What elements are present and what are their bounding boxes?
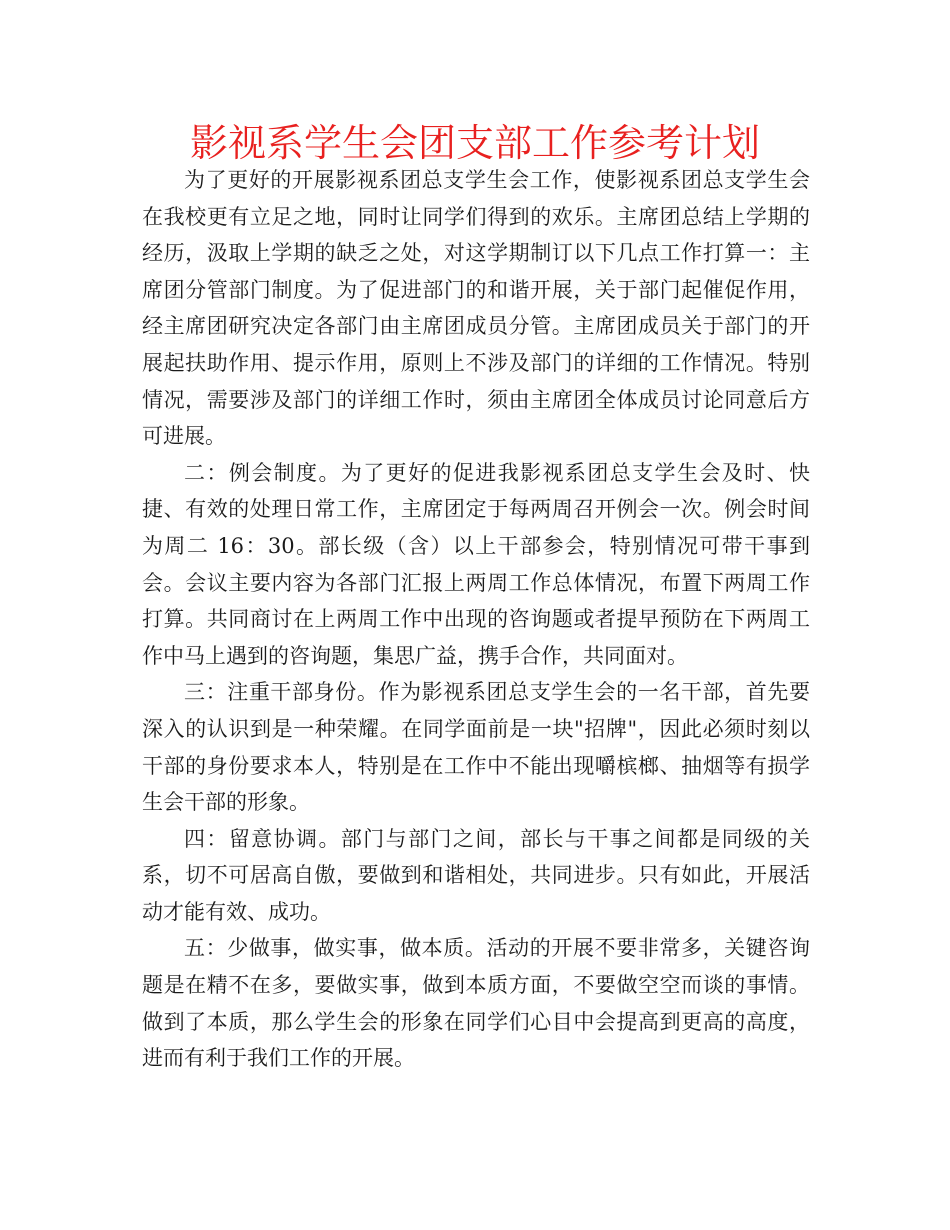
- paragraph-3: 三：注重干部身份。作为影视系团总支学生会的一名干部，首先要深入的认识到是一种荣耀。在同学面前是一块"招牌"，因此必须时刻以干部的身份要求本人，特别是在工作中不能出现嚼槟榔、抽烟等有损学生会干部的形象。: [142, 680, 810, 815]
- document-title: 影视系学生会团支部工作参考计划: [189, 121, 760, 165]
- document-body: [142, 162, 810, 1077]
- paragraph-4: 四：留意协调。部门与部门之间，部长与干事之间都是同级的关系，切不可居高自傲，要做到和谐相处，共同进步。只有如此，开展活动才能有效、成功。: [142, 826, 810, 924]
- paragraph-1: 为了更好的开展影视系团总支学生会工作，使影视系团总支学生会在我校更有立足之地，同时让同学们得到的欢乐。主席团总结上学期的经历，汲取上学期的缺乏之处，对这学期制订以下几点工作打算一：主席团分管部门制度。为了促进部门的和谐开展，关于部门起催促作用，经主席团研究决定各部门由主席团成员分管。主席团成员关于部门的开展起扶助作用、提示作用，原则上不涉及部门的详细的工作情况。特别情况，需要涉及部门的详细工作时，须由主席团全体成员讨论同意后方可进展。: [142, 168, 810, 449]
- paragraph-2: 二：例会制度。为了更好的促进我影视系团总支学生会及时、快捷、有效的处理日常工作，主席团定于每两周召开例会一次。例会时间为周二 16：30。部长级（含）以上干部参会，特别情况可带干事到会。会议主要内容为各部门汇报上两周工作总体情况，布置下两周工作打算。共同商讨在上两周工作中出现的咨询题或者提早预防在下两周工作中马上遇到的咨询题，集思广益，携手合作，共同面对。: [142, 460, 810, 668]
- paragraph-5: 五：少做事，做实事，做本质。活动的开展不要非常多，关键咨询题是在精不在多，要做实事，做到本质方面，不要做空空而谈的事情。做到了本质，那么学生会的形象在同学们心目中会提高到更高的高度，进而有利于我们工作的开展。: [142, 936, 810, 1071]
